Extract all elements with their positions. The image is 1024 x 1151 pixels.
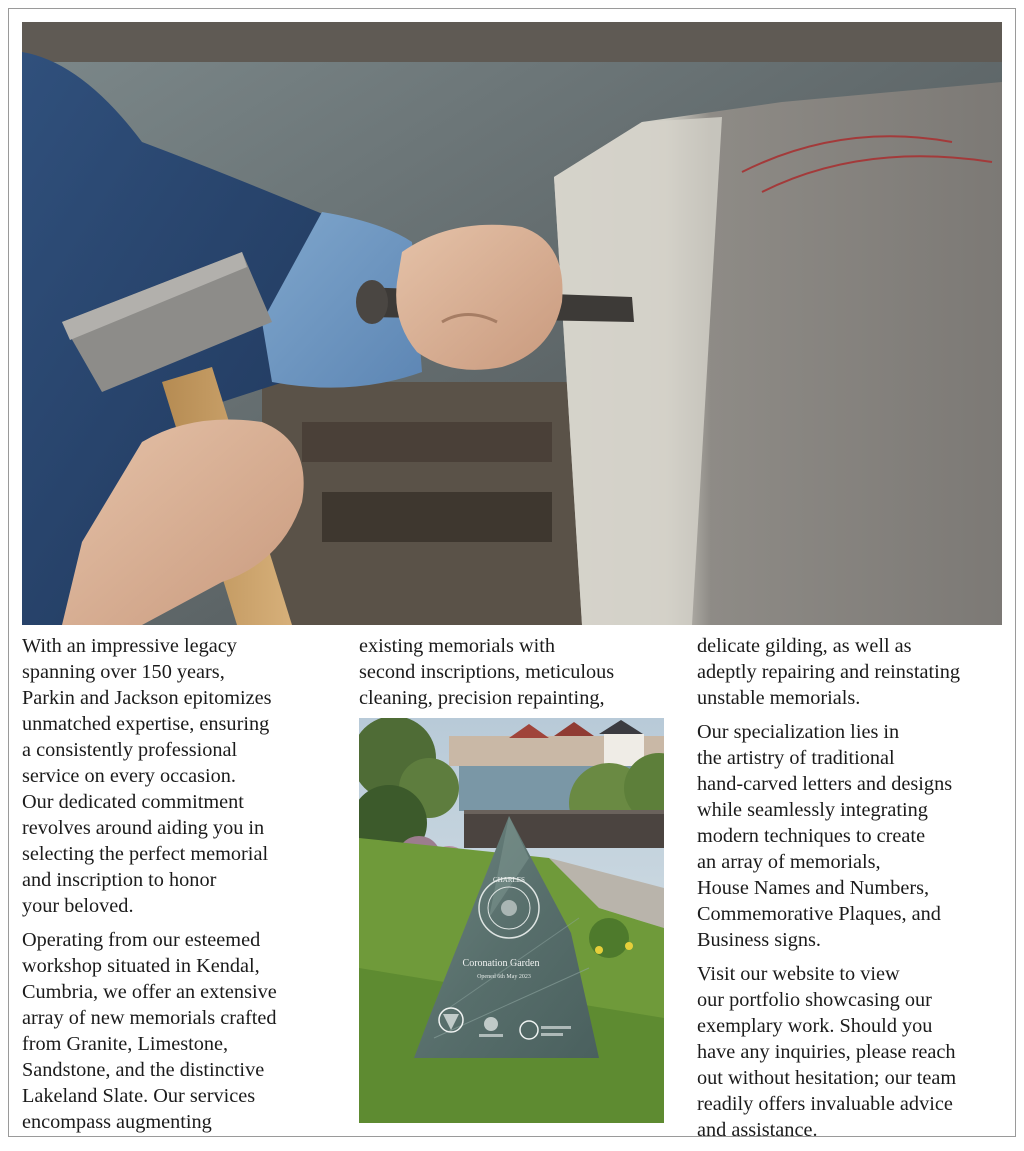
text-line: a consistently professional xyxy=(22,739,238,761)
text-line: out without hesitation; our team xyxy=(697,1067,957,1089)
text-line: Operating from our esteemed xyxy=(22,929,261,951)
text-line: Sandstone, and the distinctive xyxy=(22,1059,265,1081)
stonemason-carving-icon xyxy=(22,22,1002,625)
text-line: while seamlessly integrating xyxy=(697,799,928,821)
article-column-1 xyxy=(22,633,342,1143)
text-line: unmatched expertise, ensuring xyxy=(22,713,270,735)
text-line: from Granite, Limestone, xyxy=(22,1033,229,1055)
memorial-title: Coronation Garden xyxy=(462,958,540,969)
text-line: selecting the perfect memorial xyxy=(22,843,269,865)
text-line: Commemorative Plaques, and xyxy=(697,903,941,925)
text-line: unstable memorials. xyxy=(697,687,861,709)
text-line: delicate gilding, as well as xyxy=(697,635,912,657)
memorial-photo xyxy=(359,718,664,1123)
text-line: spanning over 150 years, xyxy=(22,661,225,683)
text-line: service on every occasion. xyxy=(22,765,236,787)
memorial-crest-text: CHARLES xyxy=(493,876,525,884)
website-paragraph xyxy=(697,961,1017,1143)
services-continued-paragraph xyxy=(359,633,669,711)
intro-paragraph xyxy=(22,633,342,919)
slate-memorial-icon xyxy=(359,718,664,1123)
hero-photo xyxy=(22,22,1002,625)
text-line: an array of memorials, xyxy=(697,851,881,873)
workshop-paragraph xyxy=(22,927,342,1135)
text-line: Parkin and Jackson epitomizes xyxy=(22,687,272,709)
text-line: Lakeland Slate. Our services xyxy=(22,1085,256,1107)
article-column-3 xyxy=(697,633,1017,1151)
text-line: Business signs. xyxy=(697,929,821,951)
text-line: and inscription to honor xyxy=(22,869,217,891)
text-line: cleaning, precision repainting, xyxy=(359,687,605,709)
text-line: existing memorials with xyxy=(359,635,556,657)
text-line: Our dedicated commitment xyxy=(22,791,244,813)
repairs-paragraph xyxy=(697,633,1017,711)
text-line: the artistry of traditional xyxy=(697,747,895,769)
text-line: modern techniques to create xyxy=(697,825,926,847)
text-line: hand-carved letters and designs xyxy=(697,773,953,795)
memorial-date: Opened 6th May 2023 xyxy=(477,974,531,980)
article-column-2 xyxy=(359,633,669,719)
text-line: Our specialization lies in xyxy=(697,721,900,743)
text-line: adeptly repairing and reinstating xyxy=(697,661,961,683)
text-line: readily offers invaluable advice xyxy=(697,1093,953,1115)
text-line: exemplary work. Should you xyxy=(697,1015,933,1037)
text-line: Visit our website to view xyxy=(697,963,900,985)
text-line: revolves around aiding you in xyxy=(22,817,265,839)
text-line: our portfolio showcasing our xyxy=(697,989,932,1011)
text-line: have any inquiries, please reach xyxy=(697,1041,956,1063)
text-line: workshop situated in Kendal, xyxy=(22,955,260,977)
specialization-paragraph xyxy=(697,719,1017,953)
text-line: With an impressive legacy xyxy=(22,635,237,657)
text-line: array of new memorials crafted xyxy=(22,1007,277,1029)
text-line: second inscriptions, meticulous xyxy=(359,661,615,683)
text-line: House Names and Numbers, xyxy=(697,877,930,899)
text-line: your beloved. xyxy=(22,895,134,917)
text-line: encompass augmenting xyxy=(22,1111,212,1133)
text-line: Cumbria, we offer an extensive xyxy=(22,981,277,1003)
text-line: and assistance. xyxy=(697,1119,818,1141)
